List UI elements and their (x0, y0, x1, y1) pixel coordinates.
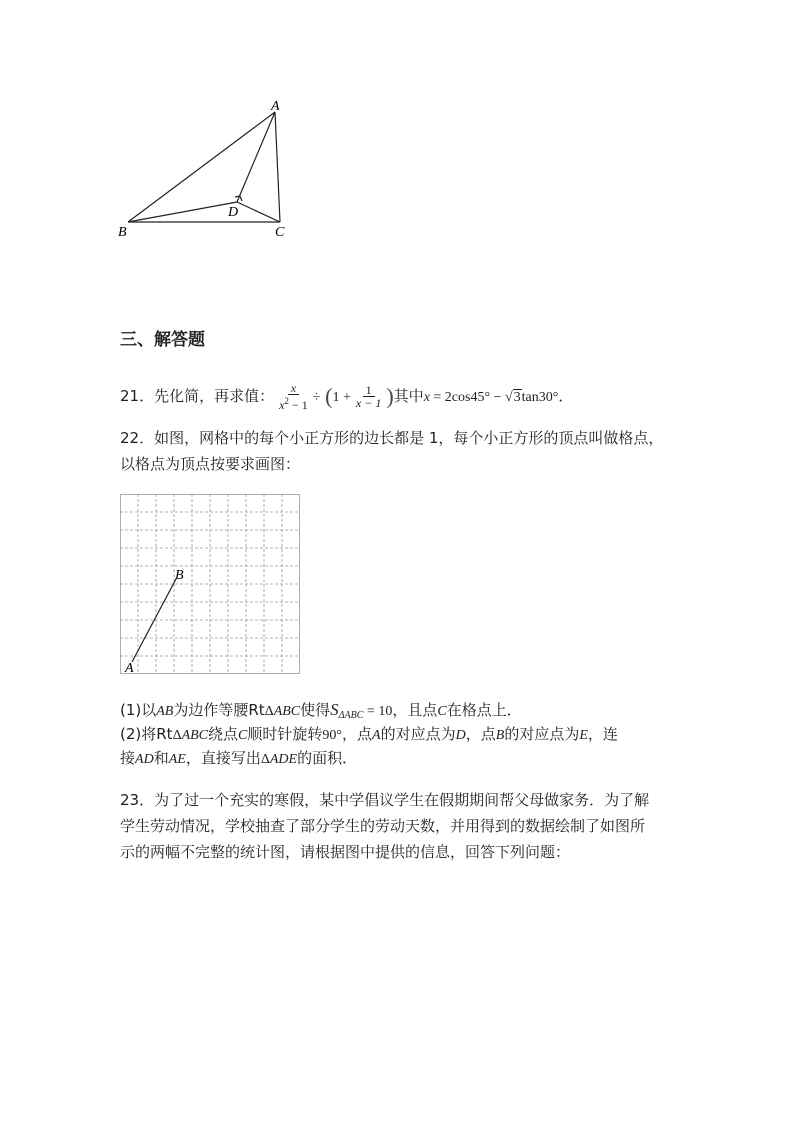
segment-bd (128, 202, 237, 222)
section-title: 三、解答题 (120, 330, 205, 350)
segment-ac (275, 112, 280, 222)
fraction-1: $\frac{x}{x^2 - 1}$ (279, 381, 308, 412)
triangle-figure (110, 95, 310, 245)
question-22-part1: (1)以AB为边作等腰RtΔABC使得$S_{\Delta ABC} = 10$，且点C在格点上． (120, 700, 522, 721)
segment-ab (132, 579, 176, 662)
question-23-line3: 示的两幅不完整的统计图，请根据图中提供的信息，回答下列问题： (120, 843, 571, 861)
label-b: B (118, 225, 127, 240)
question-23-line2: 学生劳动情况，学校抽查了部分学生的劳动天数，并用得到的数据绘制了如图所 (120, 817, 646, 835)
question-22-line1: 22．如图，网格中的每个小正方形的边长都是 1，每个小正方形的顶点叫做格点， (120, 429, 664, 447)
fraction-2: $\frac{1}{x - 1}$ (355, 383, 382, 410)
segment-dc (237, 202, 280, 222)
grid-figure (120, 494, 302, 676)
segment-ba (128, 112, 275, 222)
question-21: 21．先化简，再求值： $\frac{x}{x^2 - 1}$ ÷ (1 + $\frac{1}{x - 1}$ )其中x = 2cos45° − √3tan30°． (120, 381, 574, 412)
label-c: C (275, 225, 285, 240)
label-a: A (271, 99, 280, 114)
label-d: D (228, 205, 239, 220)
question-22-part2-line1: (2)将RtΔABC绕点C顺时针旋转90°，点A的对应点为D，点B的对应点为E，连 (120, 725, 618, 743)
question-23-line1: 23．为了过一个充实的寒假，某中学倡议学生在假期期间帮父母做家务．为了解 (120, 791, 650, 809)
question-22-line2: 以格点为顶点按要求画图： (120, 455, 301, 473)
question-22-part2-line2: 接AD和AE，直接写出ΔADE的面积． (120, 749, 358, 767)
grid-label-b: B (175, 568, 184, 583)
grid-label-a: A (125, 661, 134, 676)
